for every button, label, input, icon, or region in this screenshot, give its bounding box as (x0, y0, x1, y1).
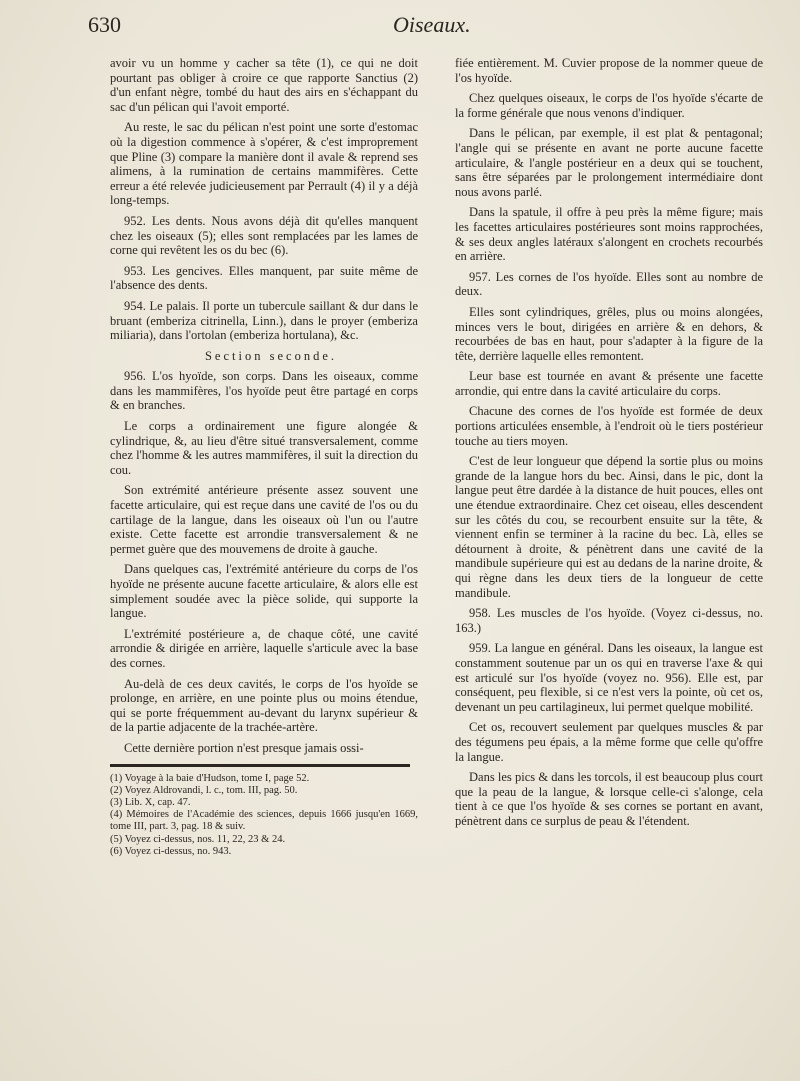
section-title: Section seconde. (204, 348, 337, 363)
running-title: Oiseaux. (393, 12, 471, 37)
paragraph: Au-delà de ces deux cavités, le corps de l'os hyoïde se prolonge, en arrière, en une pointe plus ou moins étendue, qui se porte fréquemment au-devant du larynx supérieur & de la partie adjacente de la trachée-artère. (110, 676, 418, 735)
paragraph: Dans le pélican, par exemple, il est plat & pentagonal; l'angle qui se présente en avant ne porte aucune facette articulaire, & l'angle postérieur en a deux qui se touchent, sans être séparées par le prolongement intermédiaire dont nous avons parlé. (455, 126, 763, 199)
paragraph: 957. Les cornes de l'os hyoïde. Elles sont au nombre de deux. (455, 269, 763, 299)
footnote: (4) Mémoires de l'Académie des sciences, depuis 1666 jusqu'en 1669, tome III, part. 3, pag. 18 & suiv. (110, 809, 418, 833)
paragraph: Au reste, le sac du pélican n'est point une sorte d'estomac où la digestion commence à s'opérer, & c'est improprement que Pline (3) compare la manière dont il avale & reprend ses alimens, à la rumination de certains mammifères. Cette erreur a été relevée judicieusement par Perrault (4) il y a déjà long-temps. (110, 120, 418, 208)
paragraph: 956. L'os hyoïde, son corps. Dans les oiseaux, comme dans les mammifères, l'os hyoïde peut être partagé en corps & en branches. (110, 369, 418, 413)
paragraph: Chez quelques oiseaux, le corps de l'os hyoïde s'écarte de la forme générale que nous venons d'indiquer. (455, 91, 763, 120)
paragraph: avoir vu un homme y cacher sa tête (1), ce qui ne doit pourtant pas obliger à croire ce que rapporte Sanctius (2) d'un enfant nègre, tombé du haut des airs en s'échappant du sac d'un pélican qui l'avoit emporté. (110, 56, 418, 114)
paragraph: Cet os, recouvert seulement par quelques muscles & par des tégumens peu épais, a la même forme que celle qu'offre la langue. (455, 720, 763, 764)
footnote: (5) Voyez ci-dessus, nos. 11, 22, 23 & 24. (110, 833, 286, 845)
paragraph: Chacune des cornes de l'os hyoïde est formée de deux portions articulées ensemble, à l'endroit où le tiers postérieur touche au tiers moyen. (455, 404, 763, 448)
paragraph: Cette dernière portion n'est presque jamais ossi- (124, 740, 364, 755)
paragraph: Elles sont cylindriques, grêles, plus ou moins alongées, minces vers le bout, dirigées en arrière & en dehors, & recourbées de bas en haut, pour s'adapter à la figure de la tête, derrière laquelle elles remontent. (455, 304, 763, 363)
footnote: (3) Lib. X, cap. 47. (110, 796, 191, 808)
paragraph: 954. Le palais. Il porte un tubercule saillant & dur dans le bruant (emberiza citrinella, Linn.), dans le proyer (emberiza miliaria), dans l'ortolan (emberiza hortulana), &c. (110, 298, 418, 343)
paragraph: Son extrémité antérieure présente assez souvent une facette articulaire, qui est reçue dans une cavité de l'os ou du cartilage de la langue, dans les oiseaux où l'un ou l'autre existe. Cette facette est arrondie transversalement & ne permet guère que des mouvemens de droite à gauche. (110, 483, 418, 556)
paragraph: 953. Les gencives. Elles manquent, par suite même de l'absence des dents. (110, 263, 418, 293)
paragraph: Le corps a ordinairement une figure alongée & cylindrique, &, au lieu d'être situé transversalement, comme chez l'homme & les autres mammifères, il suit la direction du cou. (110, 419, 418, 477)
paragraph: L'extrémité postérieure a, de chaque côté, une cavité arrondie & dirigée en arrière, laquelle s'articule avec la base des cornes. (110, 626, 418, 670)
paragraph: fiée entièrement. M. Cuvier propose de la nommer queue de l'os hyoïde. (455, 56, 763, 85)
left-column (110, 56, 418, 858)
paragraph: 958. Les muscles de l'os hyoïde. (Voyez ci-dessus, no. 163.) (455, 606, 763, 635)
paragraph: Dans la spatule, il offre à peu près la même figure; mais les facettes articulaires postérieures sont moins rapprochées, & ses deux angles latéraux s'alongent en crochets recourbés en arrière. (455, 205, 763, 264)
paragraph: C'est de leur longueur que dépend la sortie plus ou moins grande de la langue hors du bec. Ainsi, dans le pic, dont la langue peut être dardée à la distance de huit pouces, elles ont une étendue extraordinaire. Chez cet oiseau, elles descendent sur les côtés du cou, se recourbent ensuite sur la tête, & viennent enfin se terminer à la racine du bec. Là, elles se détournent à droite, & pénètrent dans une cavité de la mandibule supérieure qui est au dedans de la narine droite, & qui règne dans les deux tiers de la longueur de cette mandibule. (455, 454, 763, 600)
footnote: (2) Voyez Aldrovandi, l. c., tom. III, pag. 50. (110, 784, 298, 796)
right-column (455, 56, 763, 835)
footnotes (110, 773, 418, 858)
footnote: (1) Voyage à la baie d'Hudson, tome I, page 52. (110, 772, 310, 784)
footnote-divider (110, 764, 410, 767)
paragraph: 952. Les dents. Nous avons déjà dit qu'elles manquent chez les oiseaux (5); elles sont remplacées par les lames de corne qui revêtent les os du bec (6). (110, 213, 418, 258)
page-number: 630 (88, 12, 121, 37)
paragraph: Dans les pics & dans les torcols, il est beaucoup plus court que la peau de la langue, & lorsque celle-ci s'alonge, cela tient à ce que l'os hyoïde & ses cornes se portant en avant, pénètrent dans ce surplus de peau & l'étendent. (455, 770, 763, 828)
paragraph: Leur base est tournée en avant & présente une facette arrondie, qui entre dans la cavité articulaire du corps. (455, 369, 763, 398)
paragraph: Dans quelques cas, l'extrémité antérieure du corps de l'os hyoïde ne présente aucune facette articulaire, & alors elle est simplement soudée avec la pièce solide, qui supporte la langue. (110, 562, 418, 621)
page-header (88, 12, 778, 52)
footnote: (6) Voyez ci-dessus, no. 943. (110, 845, 232, 857)
paragraph: 959. La langue en général. Dans les oiseaux, la langue est constamment soutenue par un os qui en traverse l'axe & qui est articulé sur l'os hyoïde (voyez no. 956). Elle est, par conséquent, peu flexible, si ce n'est vers la pointe, où cet os, devenant un peu cartilagineux, lui permet quelque mobilité. (455, 641, 763, 714)
